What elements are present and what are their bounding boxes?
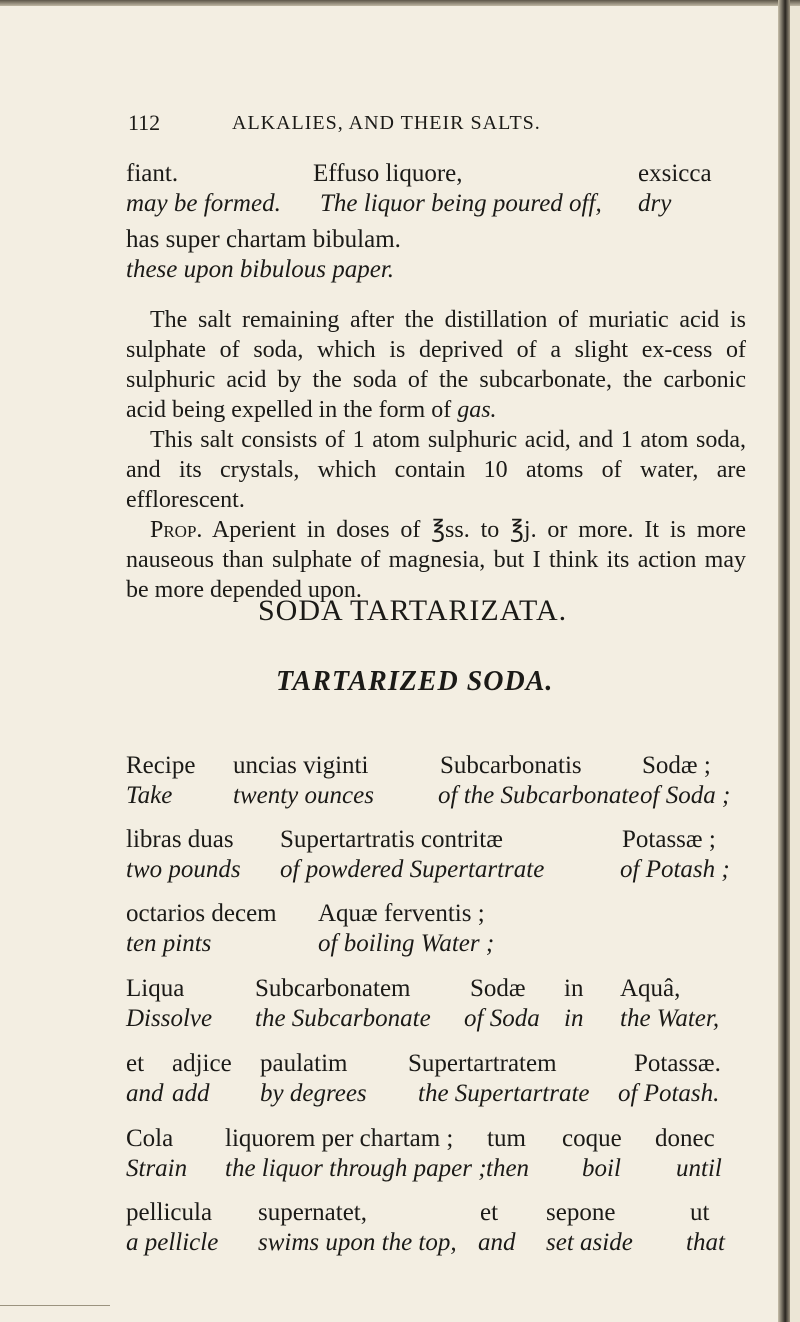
english-gloss: boil	[582, 1155, 621, 1182]
paragraph-distillation: The salt remaining after the distillation of muriatic acid is sulphate of soda, which is deprived of a slight ex-cess of sulphuric acid by the soda of the subcarbonate, the carbonic acid being expelled in the form of gas.	[126, 307, 746, 423]
english-gloss: Dissolve	[126, 1005, 213, 1032]
page-binding-edge	[778, 0, 790, 1322]
english-gloss: in	[564, 1005, 584, 1032]
latin-word: Sodæ ;	[642, 752, 711, 779]
english-gloss: Take	[126, 782, 173, 809]
english-gloss: of Potash.	[618, 1080, 720, 1107]
english-gloss: the liquor through paper ;	[225, 1155, 487, 1182]
english-gloss: Strain	[126, 1155, 188, 1182]
english-gloss: that	[686, 1229, 725, 1256]
prop-label: Prop.	[150, 517, 203, 543]
latin-word: Aquâ,	[620, 975, 681, 1002]
latin-word: fiant.	[126, 160, 179, 187]
english-gloss: add	[172, 1080, 210, 1107]
latin-word: donec	[655, 1125, 715, 1152]
english-gloss: of the Subcarbonate	[438, 782, 640, 809]
english-gloss: swims upon the top,	[258, 1229, 457, 1256]
latin-word: Recipe	[126, 752, 196, 779]
latin-word: libras duas	[126, 826, 234, 853]
english-gloss: of Soda ;	[640, 782, 731, 809]
latin-word: tum	[487, 1125, 526, 1152]
english-gloss: the Subcarbonate	[255, 1005, 431, 1032]
english-gloss: ten pints	[126, 930, 212, 957]
latin-word: exsicca	[638, 160, 712, 187]
english-gloss: of Potash ;	[620, 856, 730, 883]
paragraph-properties: Prop. Aperient in doses of ℥ss. to ℥j. or more. It is more nauseous than sulphate of magnesia, but I think its action may be more depended upon.	[126, 517, 747, 603]
english-gloss: twenty ounces	[233, 782, 374, 809]
english-gloss: the Water,	[620, 1005, 720, 1032]
latin-word: Aquæ ferventis ;	[318, 900, 485, 927]
latin-word: Cola	[126, 1125, 174, 1152]
latin-word: octarios decem	[126, 900, 277, 927]
latin-word: Sodæ	[470, 975, 526, 1002]
english-gloss: set aside	[546, 1229, 633, 1256]
latin-word: coque	[562, 1125, 622, 1152]
english-gloss: may be formed.	[126, 190, 281, 217]
latin-word: pellicula	[126, 1199, 213, 1226]
latin-word: Supertartratem	[408, 1050, 557, 1077]
english-gloss: of Soda	[464, 1005, 540, 1032]
description-text	[126, 305, 746, 605]
latin-word: Supertartratis contritæ	[280, 826, 503, 853]
english-gloss: by degrees	[260, 1080, 367, 1107]
latin-line: has super chartam bibulam.	[126, 226, 401, 253]
latin-word: adjice	[172, 1050, 232, 1077]
latin-word: supernatet,	[258, 1199, 367, 1226]
english-gloss: a pellicle	[126, 1229, 219, 1256]
latin-word: Subcarbonatis	[440, 752, 582, 779]
page-top-edge	[0, 0, 800, 6]
page-number: 112	[128, 110, 161, 135]
english-gloss: then	[486, 1155, 530, 1182]
english-gloss: until	[676, 1155, 722, 1182]
english-gloss: and	[126, 1080, 164, 1107]
latin-word: uncias viginti	[233, 752, 369, 779]
latin-word: Effuso liquore,	[313, 160, 463, 187]
latin-word: in	[564, 975, 584, 1002]
english-gloss: of powdered Supertartrate	[280, 856, 545, 883]
page-header	[128, 110, 738, 146]
running-head: ALKALIES, AND THEIR SALTS.	[232, 112, 541, 134]
latin-word: ut	[690, 1199, 710, 1226]
latin-word: et	[126, 1050, 145, 1077]
latin-word: paulatim	[260, 1050, 348, 1077]
english-gloss: The liquor being poured off,	[320, 190, 602, 217]
paragraph-composition: This salt consists of 1 atom sulphuric acid, and 1 atom soda, and its crystals, which contain 10 atoms of water, are efflorescent.	[126, 427, 746, 513]
section-heading-english: TARTARIZED SODA.	[276, 666, 554, 697]
english-gloss: two pounds	[126, 856, 241, 883]
latin-word: sepone	[546, 1199, 616, 1226]
latin-word: et	[480, 1199, 499, 1226]
english-gloss: the Supertartrate	[418, 1080, 590, 1107]
english-gloss: of boiling Water ;	[318, 930, 495, 957]
section-heading-latin: SODA TARTARIZATA.	[258, 594, 568, 627]
latin-word: Potassæ.	[634, 1050, 721, 1077]
english-gloss: and	[478, 1229, 516, 1256]
latin-word: Potassæ ;	[622, 826, 716, 853]
latin-word: Subcarbonatem	[255, 975, 411, 1002]
bottom-rule	[0, 1305, 110, 1306]
latin-word: Liqua	[126, 975, 185, 1002]
english-gloss: dry	[638, 190, 672, 217]
latin-word: liquorem per chartam ;	[225, 1125, 454, 1152]
english-line: these upon bibulous paper.	[126, 256, 395, 283]
